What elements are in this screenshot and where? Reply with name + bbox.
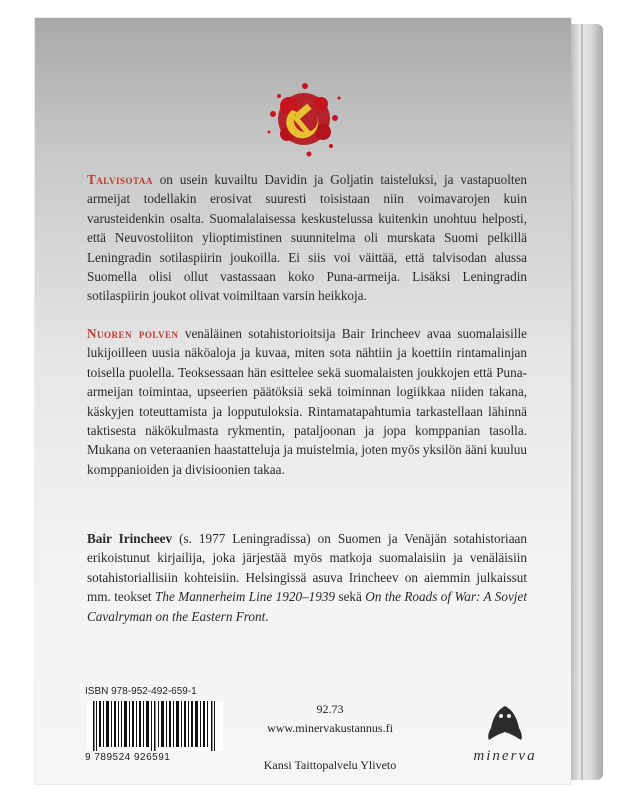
author-bio-text: (s. 1977 Leningradissa) on Suomen ja Venäjän sotahistoriaan erikoistunut kirjailija, joka järjestää myös matkoja suomalaisiin ja venäläisiin sotahistoriallisiin kohteisiin. Helsingissä asuva Irincheev on aiemmin julkaissut mm. teokset (87, 531, 528, 605)
hammer-sickle-icon (259, 74, 349, 164)
lead-word-1: Talvisotaa (87, 172, 153, 187)
back-cover (35, 18, 571, 784)
publisher-logo (465, 702, 545, 772)
paragraph-1-text: on usein kuvailtu Davidin ja Goljatin taisteluksi, ja vastapuolten armeijat todellakin erosivat suuresti toisistaan niin voimavarojen kuin varusteidenkin osalta. Suomalalaisessa keskustelussa kuitenkin unohtuu helposti, että Neuvostoliiton ylioptimistinen suunnitelma oli murskata Suomi pelkillä Leningradin sotilaspiirin joukoilla. Ei siis voi väittää, että talvisodan alussa Suomella olisi ollut vastassaan koko Puna-armeija. Lisäksi Leningradin sotilaspiirin joukot olivat voimiltaan varsin heikkoja. (87, 172, 527, 304)
classification-code: 92.73 (316, 702, 344, 716)
owl-icon (483, 702, 527, 746)
book-title-1: The Mannerheim Line 1920–1939 (155, 589, 336, 605)
isbn-label: ISBN 978-952-492-659-1 (85, 686, 197, 697)
barcode-digits: 9 789524 926591 (85, 752, 171, 763)
publisher-name: minerva (473, 748, 537, 764)
author-name: Bair Irincheev (87, 531, 173, 546)
spine-hinge (581, 24, 583, 780)
author-bio (87, 529, 527, 626)
book-title-2: On the Roads of War: A Sovjet Cavalryman on the Eastern Front (87, 589, 527, 624)
description-paragraph-2 (87, 324, 527, 479)
book-spine (571, 24, 603, 780)
author-bio-end: . (265, 608, 269, 624)
paragraph-2-text: venäläinen sotahistorioitsija Bair Irincheev avaa suomalaisille lukijoilleen uusia näköaloja ja kuvaa, miten sota nähtiin ja koettiin rintamalinjan toisella puolella. Teoksessaan hän esittelee sekä suomalaisten joukkojen että Puna-armeijan toimintaa, upseerien päätöksiä sekä toiminnan logiikkaa niiden takana, käskyjen toteuttamista ja lopputuloksia. Rintamatapahtumia tarkastellaan lähinnä taktisesta näkökulmasta rykmentin, pataljoonan ja jopa komppanian tasolla. Mukana on veteraanien haastatteluja ja muistelmia, joten myös yksilön ääni kuuluu komppanioiden ja divisioonien takaa. (87, 326, 528, 477)
barcode-block (85, 686, 225, 768)
cover-credit: Kansi Taittopalvelu Yliveto (263, 758, 397, 772)
barcode-image (87, 701, 223, 751)
book (35, 18, 603, 784)
description-paragraph-1 (87, 170, 527, 306)
author-bio-mid: sekä (335, 589, 366, 605)
lead-word-2: Nuoren polven (87, 326, 179, 341)
publisher-website: www.minervakustannus.fi (267, 721, 393, 735)
publisher-info (220, 700, 440, 775)
